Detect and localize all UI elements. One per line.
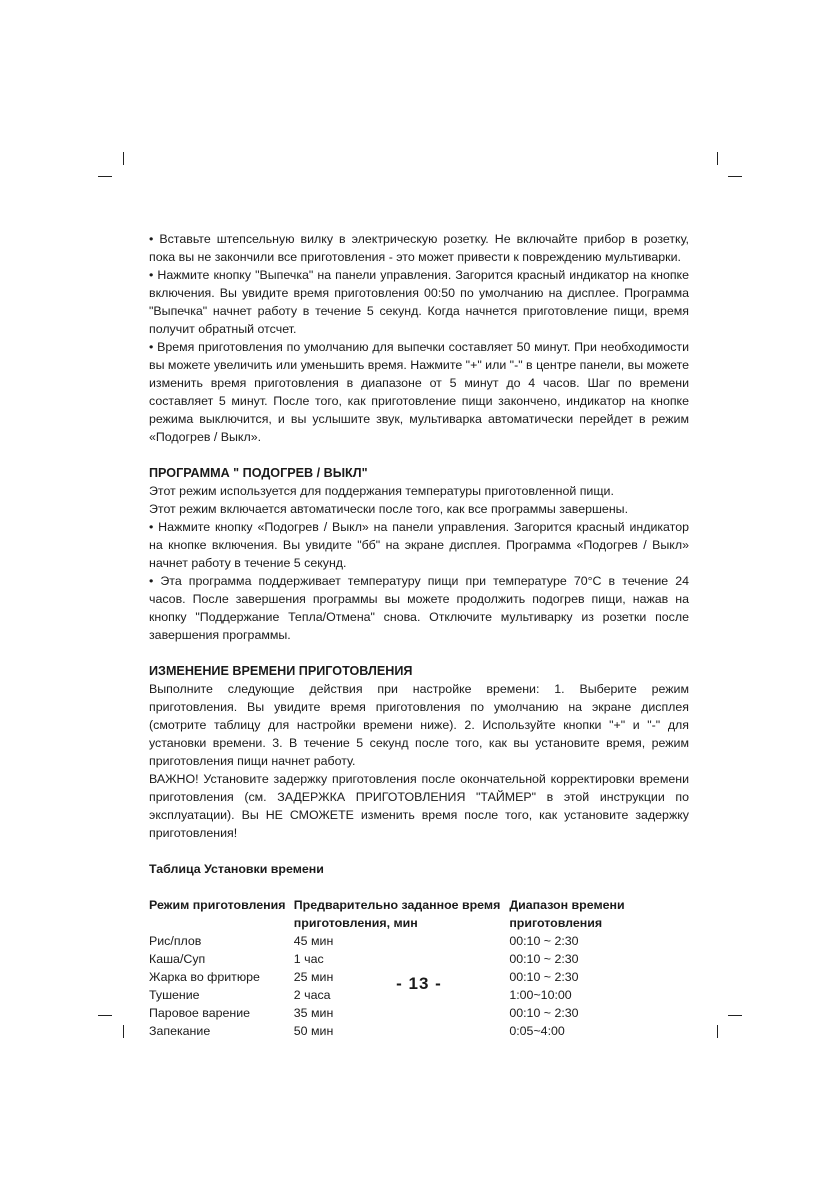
page-content (149, 230, 689, 1040)
cell-default-time: 50 мин (293, 1024, 334, 1038)
cell-default-time: 35 мин (293, 1006, 334, 1020)
cell-mode: Рис/плов (149, 934, 202, 948)
cell-default-time: 1 час (293, 952, 324, 966)
cell-mode: Тушение (149, 988, 200, 1002)
table-header-row (149, 896, 689, 932)
change-time-paragraph-important: ВАЖНО! Установите задержку приготовления после окончательной корректировки времени приготовления (см. ЗАДЕРЖКА ПРИГОТОВЛЕНИЯ "ТАЙМЕР" в этой инструкции по эксплуатации). Вы НЕ СМОЖЕТЕ изменить время после того, как установите задержку приготовления! (149, 772, 689, 840)
crop-mark-bottom-left-vertical (123, 1025, 124, 1038)
cell-default-time: 2 часа (293, 988, 331, 1002)
cell-default-time: 25 мин (293, 970, 334, 984)
section-heading-warm-off: ПРОГРАММА " ПОДОГРЕВ / ВЫКЛ" (149, 466, 368, 480)
cell-mode: Паровое варение (149, 1006, 251, 1020)
table-title: Таблица Установки времени (149, 862, 324, 876)
warm-off-paragraph-3: • Нажмите кнопку «Подогрев / Выкл» на панели управления. Загорится красный индикатор на кнопке включения. Вы увидите "бб" на экране дисплея. Программа «Подогрев / Выкл» начнет работу в течение 5 секунд. (149, 520, 689, 570)
crop-mark-bottom-right-vertical (717, 1025, 718, 1038)
cell-time-range: 00:10 ~ 2:30 (509, 970, 579, 984)
change-time-paragraph-1: Выполните следующие действия при настройке времени: 1. Выберите режим приготовления. Вы увидите время приготовления по умолчанию на экране дисплея (смотрите таблицу для настройки времени ниже). 2. Используйте кнопки "+" и "-" для установки времени. 3. В течение 5 секунд после того, как вы установите время, режим приготовления пищи начнет работу. (149, 682, 689, 768)
table-row (149, 1004, 689, 1022)
crop-mark-bottom-right-horizontal (728, 1015, 742, 1016)
page-number: - 13 - (396, 974, 442, 993)
crop-mark-top-right-horizontal (728, 176, 742, 177)
cell-time-range: 00:10 ~ 2:30 (509, 934, 579, 948)
cell-time-range: 0:05~4:00 (509, 1024, 565, 1038)
header-default-time: Предварительно заданное время приготовления, мин (293, 898, 501, 930)
crop-mark-top-left-horizontal (98, 176, 112, 177)
cell-time-range: 00:10 ~ 2:30 (509, 952, 579, 966)
cell-mode: Запекание (149, 1024, 211, 1038)
crop-mark-top-right-vertical (717, 152, 718, 165)
cell-default-time: 45 мин (293, 934, 334, 948)
crop-mark-top-left-vertical (123, 152, 124, 165)
header-mode: Режим приготовления (149, 898, 286, 912)
intro-paragraph-plug-in: • Вставьте штепсельную вилку в электрическую розетку. Не включайте прибор в розетку, пока вы не закончили все приготовления - это может привести к повреждению мультиварки. (149, 232, 689, 264)
header-time-range: Диапазон времени приготовления (509, 898, 625, 930)
cell-mode: Жарка во фритюре (149, 970, 260, 984)
cell-time-range: 00:10 ~ 2:30 (509, 1006, 579, 1020)
warm-off-paragraph-1: Этот режим используется для поддержания температуры приготовленной пищи. (149, 484, 614, 498)
time-settings-table (149, 896, 689, 1040)
cell-mode: Каша/Суп (149, 952, 206, 966)
warm-off-paragraph-4: • Эта программа поддерживает температуру пищи при температуре 70°C в течение 24 часов. После завершения программы вы можете продолжить подогрев пищи, нажав на кнопку "Поддержание Тепла/Отмена" снова. Отключите мультиварку из розетки после завершения программы. (149, 574, 689, 642)
table-row (149, 1022, 689, 1040)
warm-off-paragraph-2: Этот режим включается автоматически после того, как все программы завершены. (149, 502, 629, 516)
crop-mark-bottom-left-horizontal (98, 1015, 112, 1016)
intro-paragraph-baking-button: • Нажмите кнопку "Выпечка" на панели управления. Загорится красный индикатор на кнопке включения. Вы увидите время приготовления 00:50 по умолчанию на дисплее. Программа "Выпечка" начнет работу в течение 5 секунд. Когда начнется приготовление пищи, время получит обратный отсчет. (149, 268, 689, 336)
cell-time-range: 1:00~10:00 (509, 988, 572, 1002)
intro-paragraph-default-time: • Время приготовления по умолчанию для выпечки составляет 50 минут. При необходимости вы можете увеличить или уменьшить время. Нажмите "+" или "-" в центре панели, вы можете изменить время приготовления в диапазоне от 5 минут до 4 часов. Шаг по времени составляет 5 минут. После того, как приготовление пищи закончено, индикатор на кнопке режима выключится, и вы услышите звук, мультиварка автоматически перейдет в режим «Подогрев / Выкл». (149, 340, 690, 444)
table-row (149, 932, 689, 950)
section-heading-change-time: ИЗМЕНЕНИЕ ВРЕМЕНИ ПРИГОТОВЛЕНИЯ (149, 664, 413, 678)
table-row (149, 950, 689, 968)
